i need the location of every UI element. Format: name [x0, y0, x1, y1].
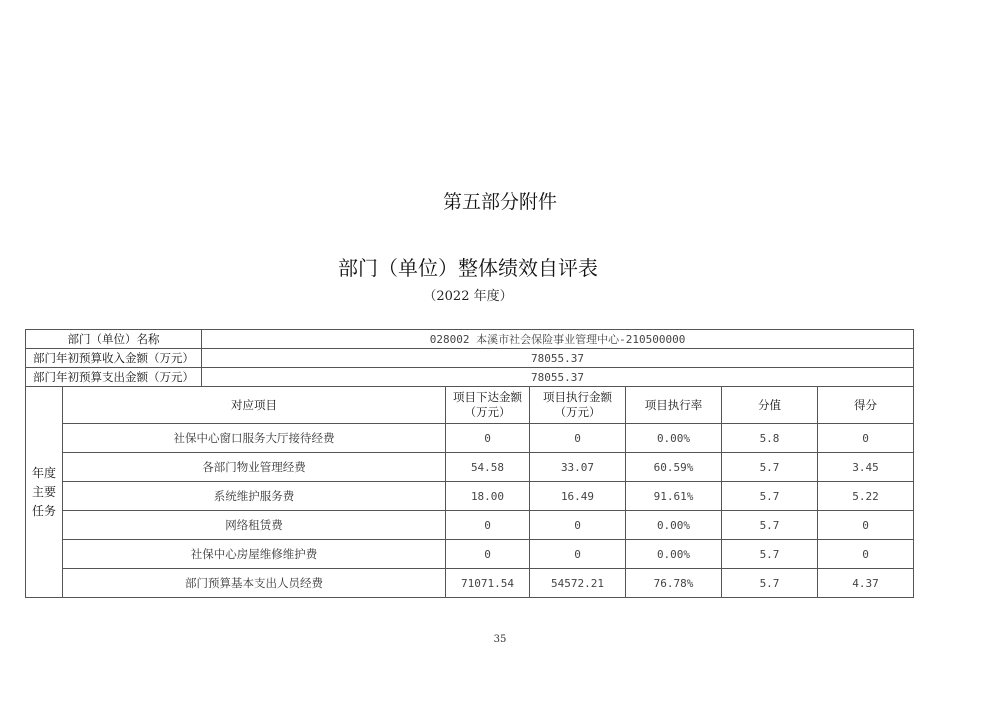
table-row	[26, 482, 914, 511]
table-row	[26, 540, 914, 569]
info-row-budget-expense	[26, 368, 914, 387]
item-name: 网络租赁费	[63, 511, 446, 540]
department-name-label: 部门（单位）名称	[26, 330, 202, 349]
score-value: 5.8	[722, 424, 818, 453]
score-value: 5.7	[722, 511, 818, 540]
execution-rate: 91.61%	[626, 482, 722, 511]
execution-rate: 0.00%	[626, 540, 722, 569]
part-title: 第五部分附件	[442, 191, 557, 213]
execution-rate: 76.78%	[626, 569, 722, 598]
column-header-issued-amount: 项目下达金额 （万元）	[446, 387, 530, 424]
execution-rate: 60.59%	[626, 453, 722, 482]
executed-amount: 0	[530, 540, 626, 569]
score: 3.45	[818, 453, 914, 482]
executed-amount: 0	[530, 424, 626, 453]
execution-rate: 0.00%	[626, 424, 722, 453]
issued-amount: 71071.54	[446, 569, 530, 598]
column-header-score: 得分	[818, 387, 914, 424]
table-row	[26, 453, 914, 482]
column-header-score-value: 分值	[722, 387, 818, 424]
executed-amount: 54572.21	[530, 569, 626, 598]
column-header-item: 对应项目	[63, 387, 446, 424]
budget-expense-value: 78055.37	[202, 368, 914, 387]
column-header-execution-rate: 项目执行率	[626, 387, 722, 424]
issued-amount: 0	[446, 511, 530, 540]
document-title: 部门（单位）整体绩效自评表	[338, 256, 598, 280]
score: 0	[818, 511, 914, 540]
issued-amount: 0	[446, 540, 530, 569]
issued-amount: 0	[446, 424, 530, 453]
executed-amount: 33.07	[530, 453, 626, 482]
issued-amount: 54.58	[446, 453, 530, 482]
annual-main-tasks-label: 年度 主要 任务	[26, 387, 63, 598]
item-name: 系统维护服务费	[63, 482, 446, 511]
department-name-value: 028002 本溪市社会保险事业管理中心-210500000	[202, 330, 914, 349]
score: 5.22	[818, 482, 914, 511]
budget-expense-label: 部门年初预算支出金额（万元）	[26, 368, 202, 387]
page-number: 35	[493, 634, 507, 645]
performance-evaluation-table	[25, 329, 914, 598]
score-value: 5.7	[722, 453, 818, 482]
issued-amount: 18.00	[446, 482, 530, 511]
budget-income-label: 部门年初预算收入金额（万元）	[26, 349, 202, 368]
score-value: 5.7	[722, 540, 818, 569]
table-row	[26, 511, 914, 540]
execution-rate: 0.00%	[626, 511, 722, 540]
item-name: 部门预算基本支出人员经费	[63, 569, 446, 598]
executed-amount: 16.49	[530, 482, 626, 511]
score-value: 5.7	[722, 482, 818, 511]
score-value: 5.7	[722, 569, 818, 598]
item-name: 社保中心房屋维修维护费	[63, 540, 446, 569]
score: 0	[818, 424, 914, 453]
item-name: 各部门物业管理经费	[63, 453, 446, 482]
table-row	[26, 569, 914, 598]
info-row-budget-income	[26, 349, 914, 368]
budget-income-value: 78055.37	[202, 349, 914, 368]
column-header-executed-amount: 项目执行金额 （万元）	[530, 387, 626, 424]
info-row-department-name	[26, 330, 914, 349]
score: 0	[818, 540, 914, 569]
document-subtitle: （2022 年度）	[423, 289, 513, 304]
executed-amount: 0	[530, 511, 626, 540]
table-row	[26, 424, 914, 453]
score: 4.37	[818, 569, 914, 598]
item-name: 社保中心窗口服务大厅接待经费	[63, 424, 446, 453]
task-header-row	[26, 387, 914, 424]
